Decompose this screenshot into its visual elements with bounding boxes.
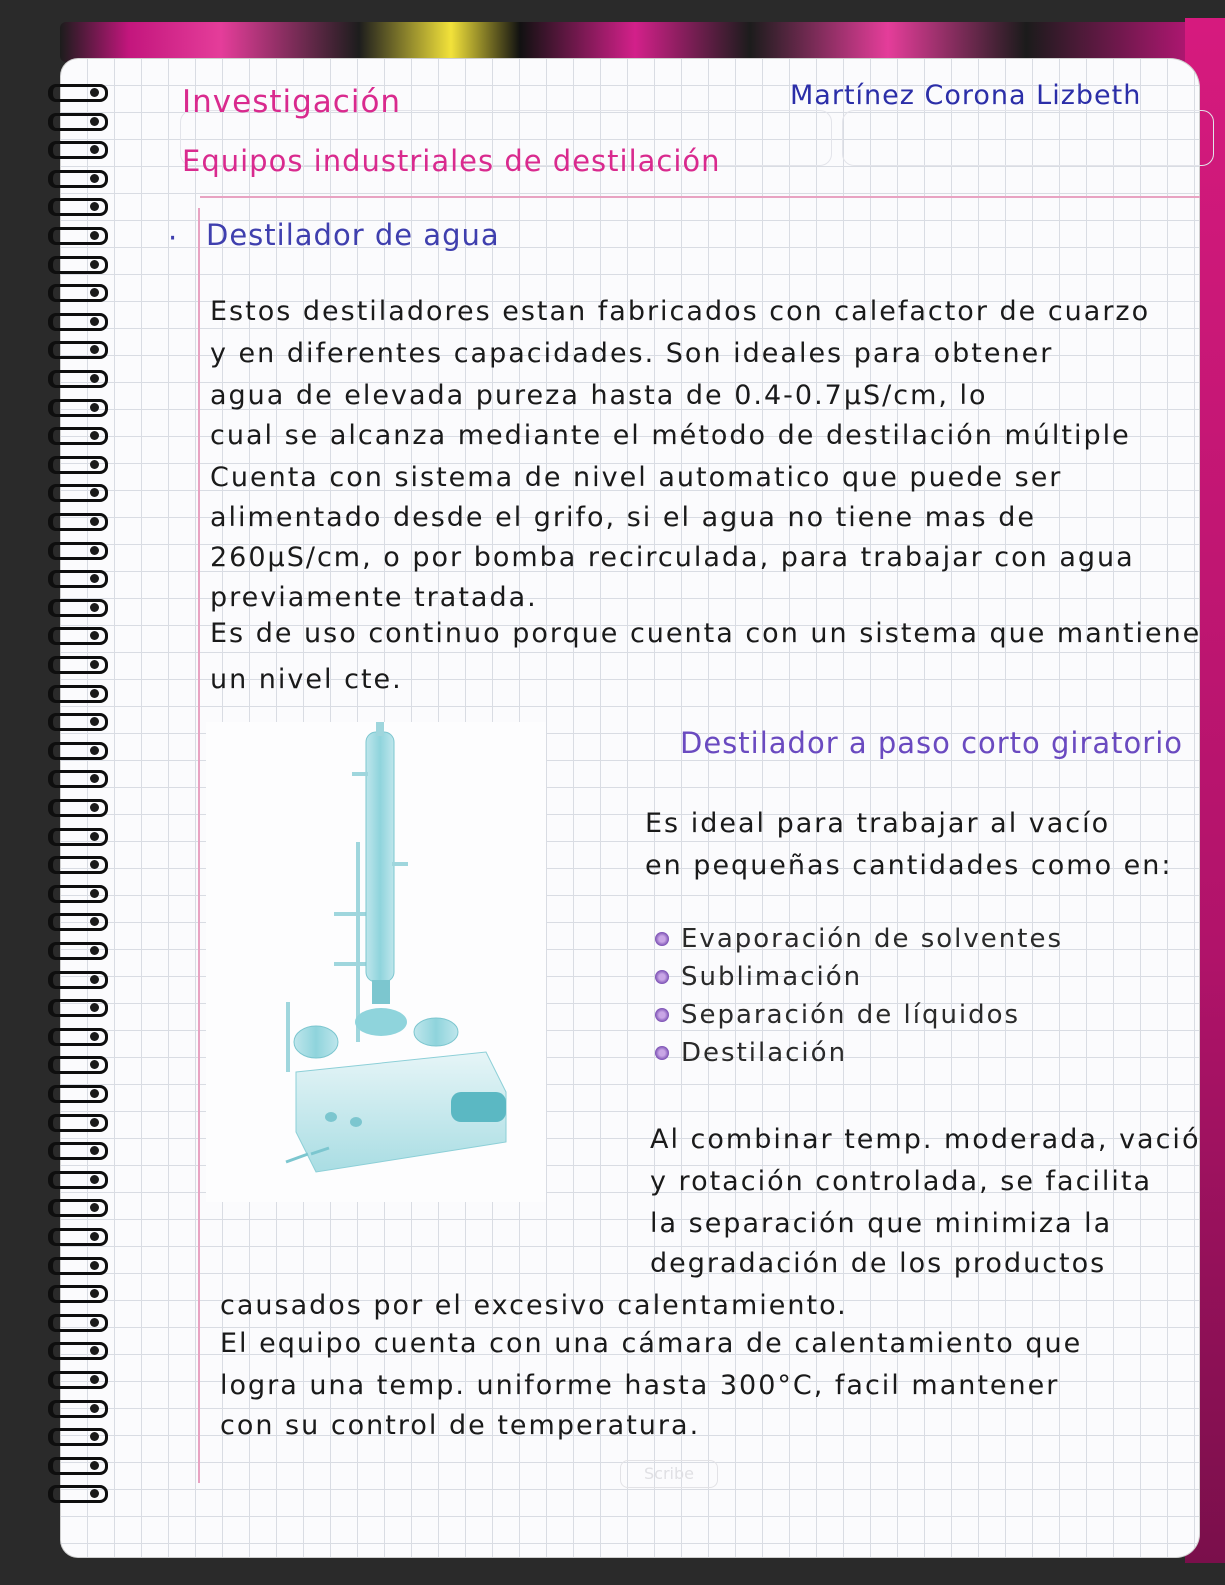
spiral-coil-icon (48, 942, 108, 960)
header-rule (200, 196, 1200, 198)
spiral-coil-icon (48, 1342, 108, 1360)
binding-hole (90, 689, 99, 698)
spiral-coil-icon (48, 513, 108, 531)
spiral-coil-icon (48, 913, 108, 931)
binding-hole (90, 374, 99, 383)
distiller-apparatus-image (206, 722, 546, 1202)
spiral-coil-icon (48, 1114, 108, 1132)
spiral-coil-icon (48, 599, 108, 617)
spiral-coil-icon (48, 313, 108, 331)
binding-hole (90, 1232, 99, 1241)
spiral-coil-icon (48, 1142, 108, 1160)
spiral-coil-icon (48, 1428, 108, 1446)
spiral-coil-icon (48, 1228, 108, 1246)
binding-hole (90, 546, 99, 555)
binding-hole (90, 88, 99, 97)
flower-bullet-icon (655, 970, 669, 984)
spiral-coil-icon (48, 570, 108, 588)
binding-hole (90, 603, 99, 612)
section2-intro-line: en pequeñas cantidades como en: (645, 850, 1173, 881)
spiral-coil-icon (48, 256, 108, 274)
spiral-coil-icon (48, 170, 108, 188)
spiral-coil-icon (48, 84, 108, 102)
spiral-coil-icon (48, 770, 108, 788)
spiral-coil-icon (48, 198, 108, 216)
binding-hole (90, 1461, 99, 1470)
spiral-coil-icon (48, 456, 108, 474)
author-name: Martínez Corona Lizbeth (790, 80, 1142, 111)
spiral-coil-icon (48, 1485, 108, 1503)
binding-hole (90, 946, 99, 955)
spiral-coil-icon (48, 542, 108, 560)
binding-hole (90, 975, 99, 984)
binding-hole (90, 403, 99, 412)
spiral-coil-icon (48, 227, 108, 245)
binding-hole (90, 260, 99, 269)
section2-para-line: Al combinar temp. moderada, vació (650, 1124, 1201, 1155)
body-line: previamente tratada. (210, 582, 538, 613)
spiral-coil-icon (48, 656, 108, 674)
body-line: Cuenta con sistema de nivel automatico que puede ser (210, 462, 1063, 493)
header-name-box (842, 110, 1214, 166)
binding-hole (90, 117, 99, 126)
list-item: Evaporación de solventes (655, 920, 1063, 958)
binding-hole (90, 1032, 99, 1041)
spiral-coil-icon (48, 1056, 108, 1074)
binding-hole (90, 1261, 99, 1270)
spiral-coil-icon (48, 341, 108, 359)
binding-hole (90, 1118, 99, 1127)
section2-tail-line: causados por el excesivo calentamiento. (220, 1290, 848, 1321)
page-title: Investigación (182, 84, 402, 120)
binding-hole (90, 660, 99, 669)
flower-bullet-icon (655, 932, 669, 946)
spiral-coil-icon (48, 627, 108, 645)
section2-para-line: degradación de los productos (650, 1248, 1107, 1279)
binding-hole (90, 517, 99, 526)
page-subtitle: Equipos industriales de destilación (182, 144, 721, 178)
list-item: Destilación (655, 1034, 1063, 1072)
spiral-coil-icon (48, 113, 108, 131)
spiral-coil-icon (48, 1028, 108, 1046)
spiral-coil-icon (48, 971, 108, 989)
section2-tail-line: logra una temp. uniforme hasta 300°C, facil mantener (220, 1370, 1060, 1401)
spiral-coil-icon (48, 885, 108, 903)
binding-hole (90, 746, 99, 755)
spiral-coil-icon (48, 1171, 108, 1189)
spiral-coil-icon (48, 141, 108, 159)
binding-hole (90, 889, 99, 898)
body-line: y en diferentes capacidades. Son ideales para obtener (210, 338, 1054, 369)
section2-title: Destilador a paso corto giratorio (680, 726, 1184, 760)
flower-bullet-icon (655, 1008, 669, 1022)
binding-hole (90, 174, 99, 183)
body-line: alimentado desde el grifo, si el agua no tiene mas de (210, 502, 1036, 533)
section2-intro-line: Es ideal para trabajar al vacío (645, 808, 1111, 839)
body-line: Es de uso continuo porque cuenta con un sistema que mantiene (210, 618, 1202, 649)
binding-hole (90, 317, 99, 326)
spiral-coil-icon (48, 856, 108, 874)
spiral-coil-icon (48, 828, 108, 846)
binding-hole (90, 832, 99, 841)
spiral-coil-icon (48, 999, 108, 1017)
spiral-coil-icon (48, 1257, 108, 1275)
section2-para-line: y rotación controlada, se facilita (650, 1166, 1153, 1197)
spiral-coil-icon (48, 1400, 108, 1418)
section2-para-line: la separación que minimiza la (650, 1208, 1113, 1239)
section2-tail-line: con su control de temperatura. (220, 1410, 701, 1441)
body-line: agua de elevada pureza hasta de 0.4-0.7µS/cm, lo (210, 380, 988, 411)
list-item: Sublimación (655, 958, 1063, 996)
binding-hole (90, 1375, 99, 1384)
spiral-coil-icon (48, 685, 108, 703)
binding-hole (90, 1318, 99, 1327)
spiral-coil-icon (48, 284, 108, 302)
spiral-coil-icon (48, 799, 108, 817)
section2-list (655, 920, 1063, 1072)
spiral-coil-icon (48, 742, 108, 760)
spiral-coil-icon (48, 399, 108, 417)
body-line: 260µS/cm, o por bomba recirculada, para trabajar con agua (210, 542, 1135, 573)
spiral-coil-icon (48, 713, 108, 731)
spiral-coil-icon (48, 427, 108, 445)
body-line: cual se alcanza mediante el método de destilación múltiple (210, 420, 1131, 451)
scribe-watermark: Scribe (620, 1460, 718, 1488)
spiral-coil-icon (48, 1314, 108, 1332)
spiral-coil-icon (48, 1199, 108, 1217)
spiral-coil-icon (48, 370, 108, 388)
binding-hole (90, 1089, 99, 1098)
spiral-coil-icon (48, 1371, 108, 1389)
binding-hole (90, 460, 99, 469)
body-line: Estos destiladores estan fabricados con calefactor de cuarzo (210, 296, 1151, 327)
binding-hole (90, 803, 99, 812)
spiral-coil-icon (48, 484, 108, 502)
binding-hole (90, 1175, 99, 1184)
margin-rule (198, 208, 200, 1483)
binding-hole (90, 1404, 99, 1413)
list-item: Separación de líquidos (655, 996, 1063, 1034)
body-line: un nivel cte. (210, 664, 403, 695)
flower-bullet-icon (655, 1046, 669, 1060)
spiral-coil-icon (48, 1085, 108, 1103)
spiral-binding (0, 70, 95, 1530)
binding-hole (90, 231, 99, 240)
notebook-cover-top (60, 22, 1210, 62)
section1-bullet: · (168, 221, 179, 255)
spiral-coil-icon (48, 1457, 108, 1475)
section1-title: Destilador de agua (206, 218, 500, 252)
distiller-illustration (206, 722, 546, 1202)
section2-tail-line: El equipo cuenta con una cámara de calentamiento que (220, 1328, 1083, 1359)
spiral-coil-icon (48, 1285, 108, 1303)
